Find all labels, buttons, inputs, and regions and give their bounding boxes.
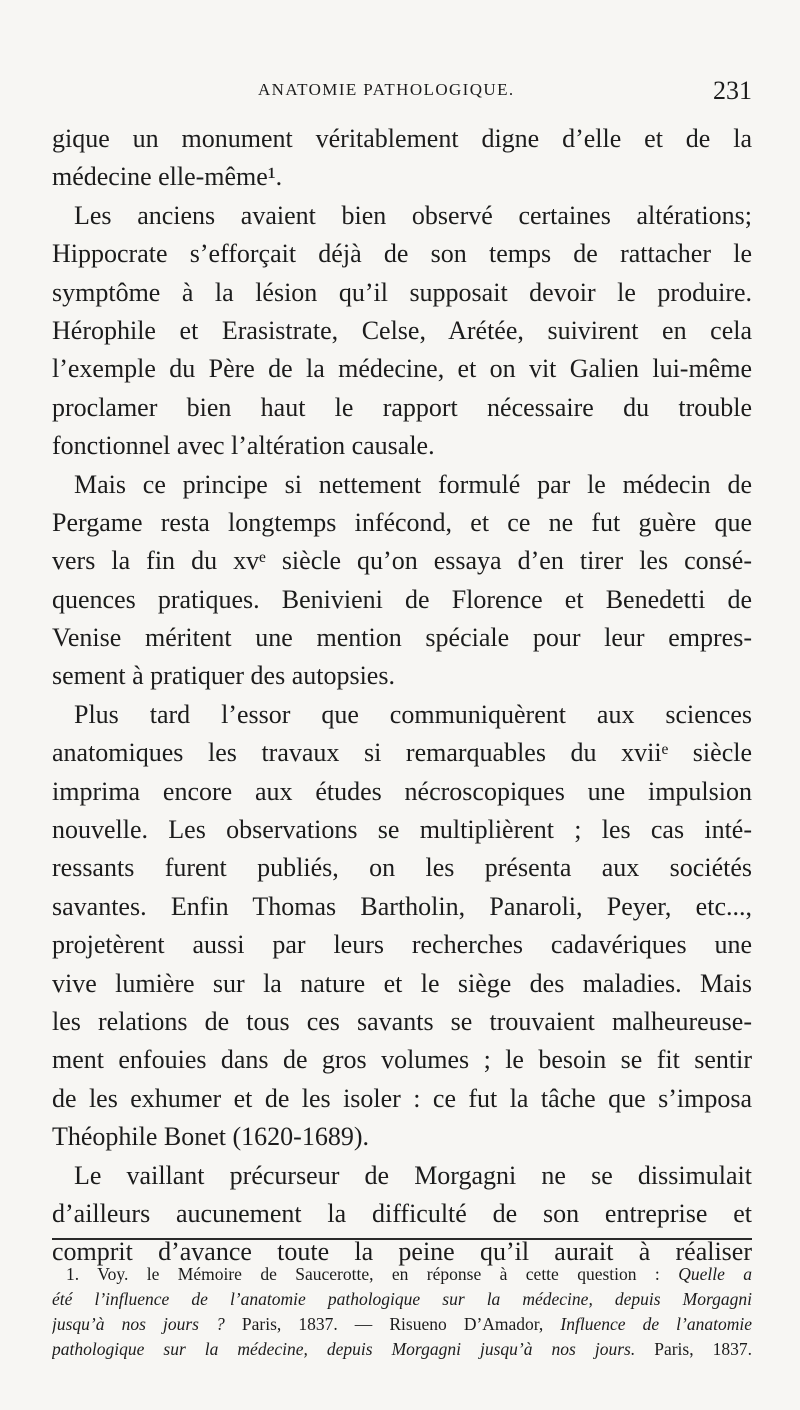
footnote-italic: pathologique sur la médecine, depuis Morgagni jusqu’à nos jours. xyxy=(52,1339,636,1359)
text-line: l’exemple du Père de la médecine, et on vit Galien lui-même xyxy=(52,354,752,384)
text-line: Plus tard l’essor que communiquèrent aux sciences xyxy=(74,699,752,729)
text-line: Hippocrate s’efforçait déjà de son temps de rattacher le xyxy=(52,239,752,269)
page-header xyxy=(0,76,800,112)
text-line: vive lumière sur la nature et le siège des maladies. Mais xyxy=(52,968,752,998)
text-line: médecine elle-même¹. xyxy=(52,162,283,192)
text-line: Les anciens avaient bien observé certaines altérations; xyxy=(74,200,752,230)
footnote-italic: jusqu’à nos jours ? xyxy=(52,1314,225,1334)
text-line: comprit d’avance toute la peine qu’il aurait à réaliser xyxy=(52,1237,752,1267)
footnote-text: Paris, 1837. — Risueno D’Amador, xyxy=(224,1314,561,1334)
footnote-line xyxy=(52,1312,752,1337)
text-line: Le vaillant précurseur de Morgagni ne se dissimulait xyxy=(74,1160,752,1190)
running-head: ANATOMIE PATHOLOGIQUE. xyxy=(258,80,515,99)
text-line: Mais ce principe si nettement formulé par le médecin de xyxy=(74,469,752,499)
text-line: symptôme à la lésion qu’il supposait devoir le produire. xyxy=(52,277,752,307)
body-text xyxy=(52,120,752,1272)
footnote-italic: Influence de l’anatomie xyxy=(560,1314,752,1334)
footnote-text: 1. Voy. le Mémoire de Saucerotte, en réponse à cette question : xyxy=(66,1264,679,1284)
text-line: quences pratiques. Benivieni de Florence et Benedetti de xyxy=(52,584,752,614)
text-line: nouvelle. Les observations se multiplièrent ; les cas inté- xyxy=(52,815,752,845)
footnote-line xyxy=(52,1287,752,1312)
footnote-italic: Quelle a xyxy=(678,1264,752,1284)
footnote-rule xyxy=(52,1238,752,1240)
text-line: gique un monument véritablement digne d’elle et de la xyxy=(52,124,752,153)
footnote-line xyxy=(52,1337,752,1362)
text-line: fonctionnel avec l’altération causale. xyxy=(52,431,435,461)
footnote-text: Paris, 1837. xyxy=(635,1339,752,1359)
page-number: 231 xyxy=(713,76,752,105)
text-line: imprima encore aux études nécroscopiques une impulsion xyxy=(52,776,752,806)
text-line: anatomiques les travaux si remarquables du xviiᵉ siècle xyxy=(52,738,752,768)
text-line: savantes. Enfin Thomas Bartholin, Panaroli, Peyer, etc..., xyxy=(52,891,752,921)
text-line: Venise méritent une mention spéciale pour leur empres- xyxy=(52,623,752,653)
text-line: de les exhumer et de les isoler : ce fut la tâche que s’imposa xyxy=(52,1083,752,1113)
text-line: proclamer bien haut le rapport nécessaire du trouble xyxy=(52,392,752,422)
text-line: Hérophile et Erasistrate, Celse, Arétée, suivirent en cela xyxy=(52,315,752,345)
text-line: projetèrent aussi par leurs recherches cadavériques une xyxy=(52,930,752,960)
text-line: Pergame resta longtemps infécond, et ce ne fut guère que xyxy=(52,507,752,537)
footnote xyxy=(52,1262,752,1362)
text-line: ment enfouies dans de gros volumes ; le besoin se fit sentir xyxy=(52,1045,752,1075)
footnote-italic: été l’influence de l’anatomie pathologique sur la médecine, depuis Morgagni xyxy=(52,1289,752,1309)
text-line: d’ailleurs aucunement la difficulté de son entreprise et xyxy=(52,1198,752,1228)
text-line: les relations de tous ces savants se trouvaient malheureuse- xyxy=(52,1006,752,1036)
text-line: sement à pratiquer des autopsies. xyxy=(52,661,395,691)
text-line: Théophile Bonet (1620-1689). xyxy=(52,1122,369,1152)
footnote-line xyxy=(52,1262,752,1287)
text-line: ressants furent publiés, on les présenta aux sociétés xyxy=(52,853,752,883)
text-line: vers la fin du xvᵉ siècle qu’on essaya d’en tirer les consé- xyxy=(52,546,752,576)
